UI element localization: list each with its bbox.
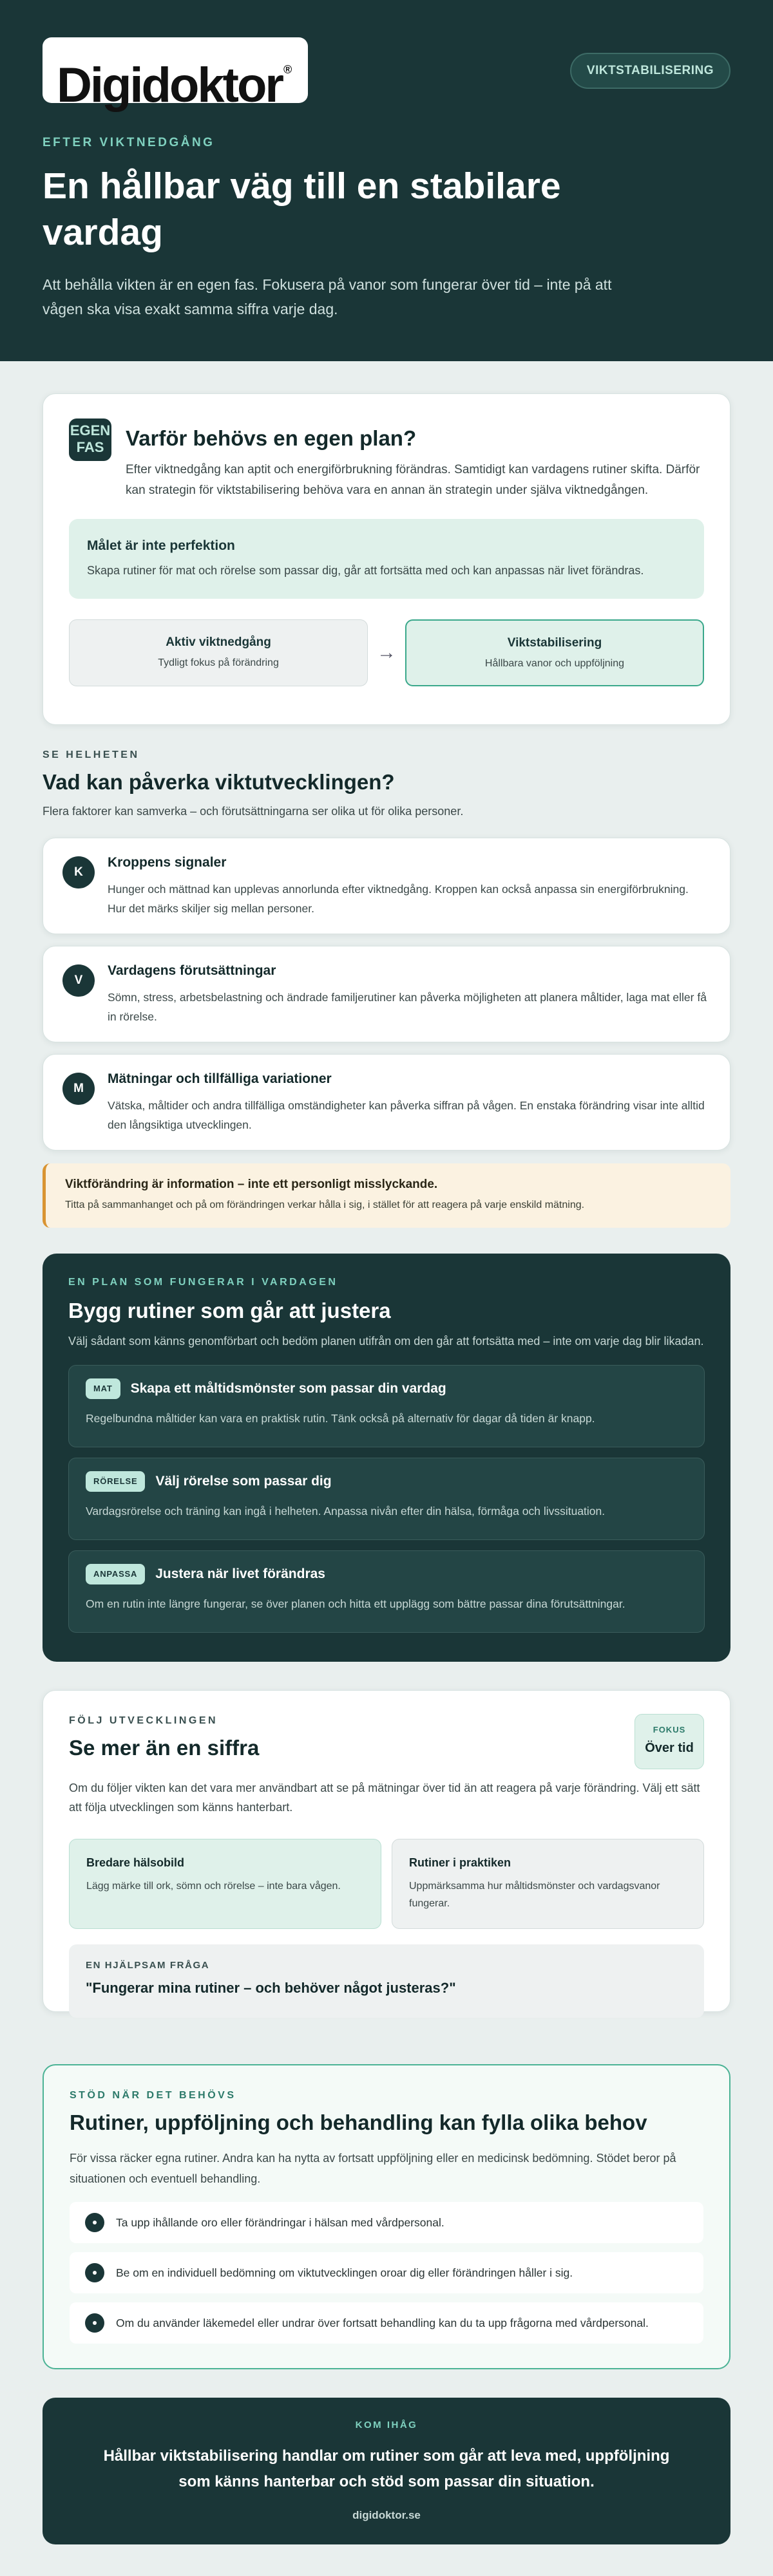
arrow-right-icon: →	[377, 642, 396, 663]
factor-title: Mätningar och tillfälliga variationer	[108, 1071, 332, 1086]
routine-card	[68, 1550, 705, 1633]
follow-kicker: FÖLJ UTVECKLINGEN	[69, 1715, 218, 1726]
factor-letter: K	[62, 856, 95, 888]
routines-section	[43, 1254, 730, 1662]
goal-text: Skapa rutiner för mat och rörelse som passar dig, går att fortsätta med och kan anpassas när livet förändras.	[87, 564, 644, 577]
callout-text: Titta på sammanhanget och på om förändringen verkar hålla i sig, i stället för att reagera på varje enskild mätning.	[65, 1199, 585, 1210]
phase-flow	[69, 619, 704, 686]
focus-badge	[635, 1714, 704, 1769]
support-list	[70, 2202, 703, 2344]
factor-text: Sömn, stress, arbetsbelastning och ändrade familjerutiner kan påverka möjligheten att planera måltider, laga mat eller få in rörelse.	[108, 991, 707, 1023]
factor-text: Vätska, måltider och andra tillfälliga omständigheter kan påverka siffran på vågen. En enstaka förändring visar inte alltid den långsiktiga utvecklingen.	[108, 1099, 705, 1131]
bullet-icon	[85, 2263, 104, 2282]
list-item	[70, 2302, 703, 2344]
factor-letter: M	[62, 1073, 95, 1105]
phase-to-title: Viktstabilisering	[507, 636, 602, 650]
support-kicker: STÖD NÄR DET BEHÖVS	[70, 2090, 236, 2101]
helpful-question	[69, 1944, 704, 2018]
question-text: "Fungerar mina rutiner – och behöver något justeras?"	[86, 1980, 456, 1996]
routines-title: Bygg rutiner som går att justera	[68, 1299, 391, 1322]
goal-title: Målet är inte perfektion	[87, 538, 235, 553]
health-box-title: Bredare hälsobild	[86, 1856, 185, 1869]
list-item-text: Om du använder läkemedel eller undrar över fortsatt behandling kan du ta upp frågorna med vårdpersonal.	[116, 2316, 649, 2329]
follow-text: Om du följer vikten kan det vara mer användbart att se på mätningar över tid än att reagera på varje förändring. Välj ett sätt att följa utvecklingen som känns hanterbart.	[69, 1782, 700, 1814]
callout-title: Viktförändring är information – inte ett personligt misslyckande.	[65, 1178, 438, 1191]
factors-title: Vad kan påverka viktutvecklingen?	[43, 770, 395, 794]
phase-badge: EGEN FAS	[69, 418, 111, 461]
health-box-text: Lägg märke till ork, sömn och rörelse – inte bara vågen.	[86, 1881, 341, 1892]
routine-pill: ANPASSA	[86, 1564, 145, 1584]
factors-kicker: SE HELHETEN	[43, 749, 140, 760]
routine-title: Justera när livet förändras	[155, 1566, 325, 1581]
list-item-text: Ta upp ihållande oro eller förändringar i hälsan med vårdpersonal.	[116, 2215, 444, 2229]
routines-kicker: EN PLAN SOM FUNGERAR I VARDAGEN	[68, 1277, 338, 1288]
routine-card	[68, 1365, 705, 1447]
plan-card	[43, 393, 730, 725]
footer	[43, 2398, 730, 2544]
footer-kicker: KOM IHÅG	[355, 2420, 418, 2430]
routine-title: Välj rörelse som passar dig	[155, 1474, 332, 1489]
factor-card	[43, 838, 730, 934]
support-section	[43, 2064, 730, 2369]
routine-pill: RÖRELSE	[86, 1471, 145, 1492]
list-item	[70, 2202, 703, 2243]
phase-from	[69, 619, 368, 686]
routines-subtitle: Välj sådant som känns genomförbart och bedöm planen utifrån om den går att fortsätta med – inte om varje dag blir likadan.	[68, 1335, 704, 1348]
follow-title: Se mer än en siffra	[69, 1736, 260, 1760]
list-item-text: Be om en individuell bedömning om viktutvecklingen oroar dig eller förändringen håller i sig.	[116, 2266, 573, 2279]
factor-card	[43, 1054, 730, 1151]
routine-text: Regelbundna måltider kan vara en praktisk rutin. Tänk också på alternativ för dagar då tiden är knapp.	[86, 1412, 595, 1425]
goal-box	[69, 519, 704, 599]
hero	[0, 0, 773, 361]
routine-pill: MAT	[86, 1378, 120, 1399]
routines-box-text: Uppmärksamma hur måltidsmönster och vardagsvanor fungerar.	[409, 1881, 660, 1909]
focus-value: Över tid	[645, 1741, 694, 1755]
logo-registered-mark: ®	[283, 63, 292, 76]
footer-text: Hållbar viktstabilisering handlar om rutiner som går att leva med, uppföljning som känns hanterbar och stöd som passar din situation.	[103, 2447, 670, 2490]
routines-box-title: Rutiner i praktiken	[409, 1856, 511, 1869]
page-title: En hållbar väg till en stabilare vardag	[43, 165, 561, 253]
phase-from-sub: Tydligt fokus på förändring	[158, 657, 279, 668]
factors-subtitle: Flera faktorer kan samverka – och förutsättningarna ser olika ut för olika personer.	[43, 805, 464, 818]
support-title: Rutiner, uppföljning och behandling kan fylla olika behov	[70, 2111, 647, 2134]
info-callout	[43, 1163, 730, 1228]
logo-text: Digidoktor	[57, 58, 282, 113]
phase-from-title: Aktiv viktnedgång	[166, 635, 271, 649]
health-box	[69, 1839, 381, 1929]
routine-text: Om en rutin inte längre fungerar, se över planen och hitta ett upplägg som bättre passar dina förutsättningar.	[86, 1597, 625, 1610]
routine-title: Skapa ett måltidsmönster som passar din vardag	[130, 1381, 446, 1396]
question-label: EN HJÄLPSAM FRÅGA	[86, 1960, 210, 1971]
topic-tag: VIKTSTABILISERING	[570, 53, 730, 89]
follow-section	[43, 1690, 730, 2012]
plan-text: Efter viktnedgång kan aptit och energiförbrukning förändras. Samtidigt kan vardagens rutiner skifta. Därför kan strategin för viktstabilisering behöva vara en annan än strategin under själva viktnedgången.	[126, 463, 700, 497]
factor-title: Kroppens signaler	[108, 855, 227, 870]
hero-subtitle: Att behålla vikten är en egen fas. Fokusera på vanor som fungerar över tid – inte på att vågen ska visa exakt samma siffra varje dag.	[43, 276, 612, 317]
footer-link[interactable]: digidoktor.se	[352, 2509, 421, 2521]
hero-kicker: EFTER VIKTNEDGÅNG	[43, 136, 215, 149]
phase-to	[405, 619, 704, 686]
bullet-icon	[85, 2213, 104, 2232]
factor-card	[43, 946, 730, 1042]
support-text: För vissa räcker egna rutiner. Andra kan ha nytta av fortsatt uppföljning eller en medicinsk bedömning. Stödet beror på situationen och eventuell behandling.	[70, 2152, 676, 2185]
factors-section	[43, 749, 730, 1151]
focus-label: FOKUS	[653, 1725, 686, 1735]
phase-to-sub: Hållbara vanor och uppföljning	[484, 658, 625, 669]
plan-title: Varför behövs en egen plan?	[126, 426, 417, 450]
factor-text: Hunger och mättnad kan upplevas annorlunda efter viktnedgång. Kroppen kan också anpassa sin energiförbrukning. Hur det märks skiljer sig mellan personer.	[108, 883, 689, 915]
routine-card	[68, 1458, 705, 1540]
logo[interactable]	[43, 37, 308, 113]
factor-letter: V	[62, 964, 95, 997]
routine-text: Vardagsrörelse och träning kan ingå i helheten. Anpassa nivån efter din hälsa, förmåga och livssituation.	[86, 1505, 606, 1518]
factor-title: Vardagens förutsättningar	[108, 963, 276, 978]
bullet-icon	[85, 2313, 104, 2333]
routines-box	[392, 1839, 704, 1929]
list-item	[70, 2252, 703, 2293]
